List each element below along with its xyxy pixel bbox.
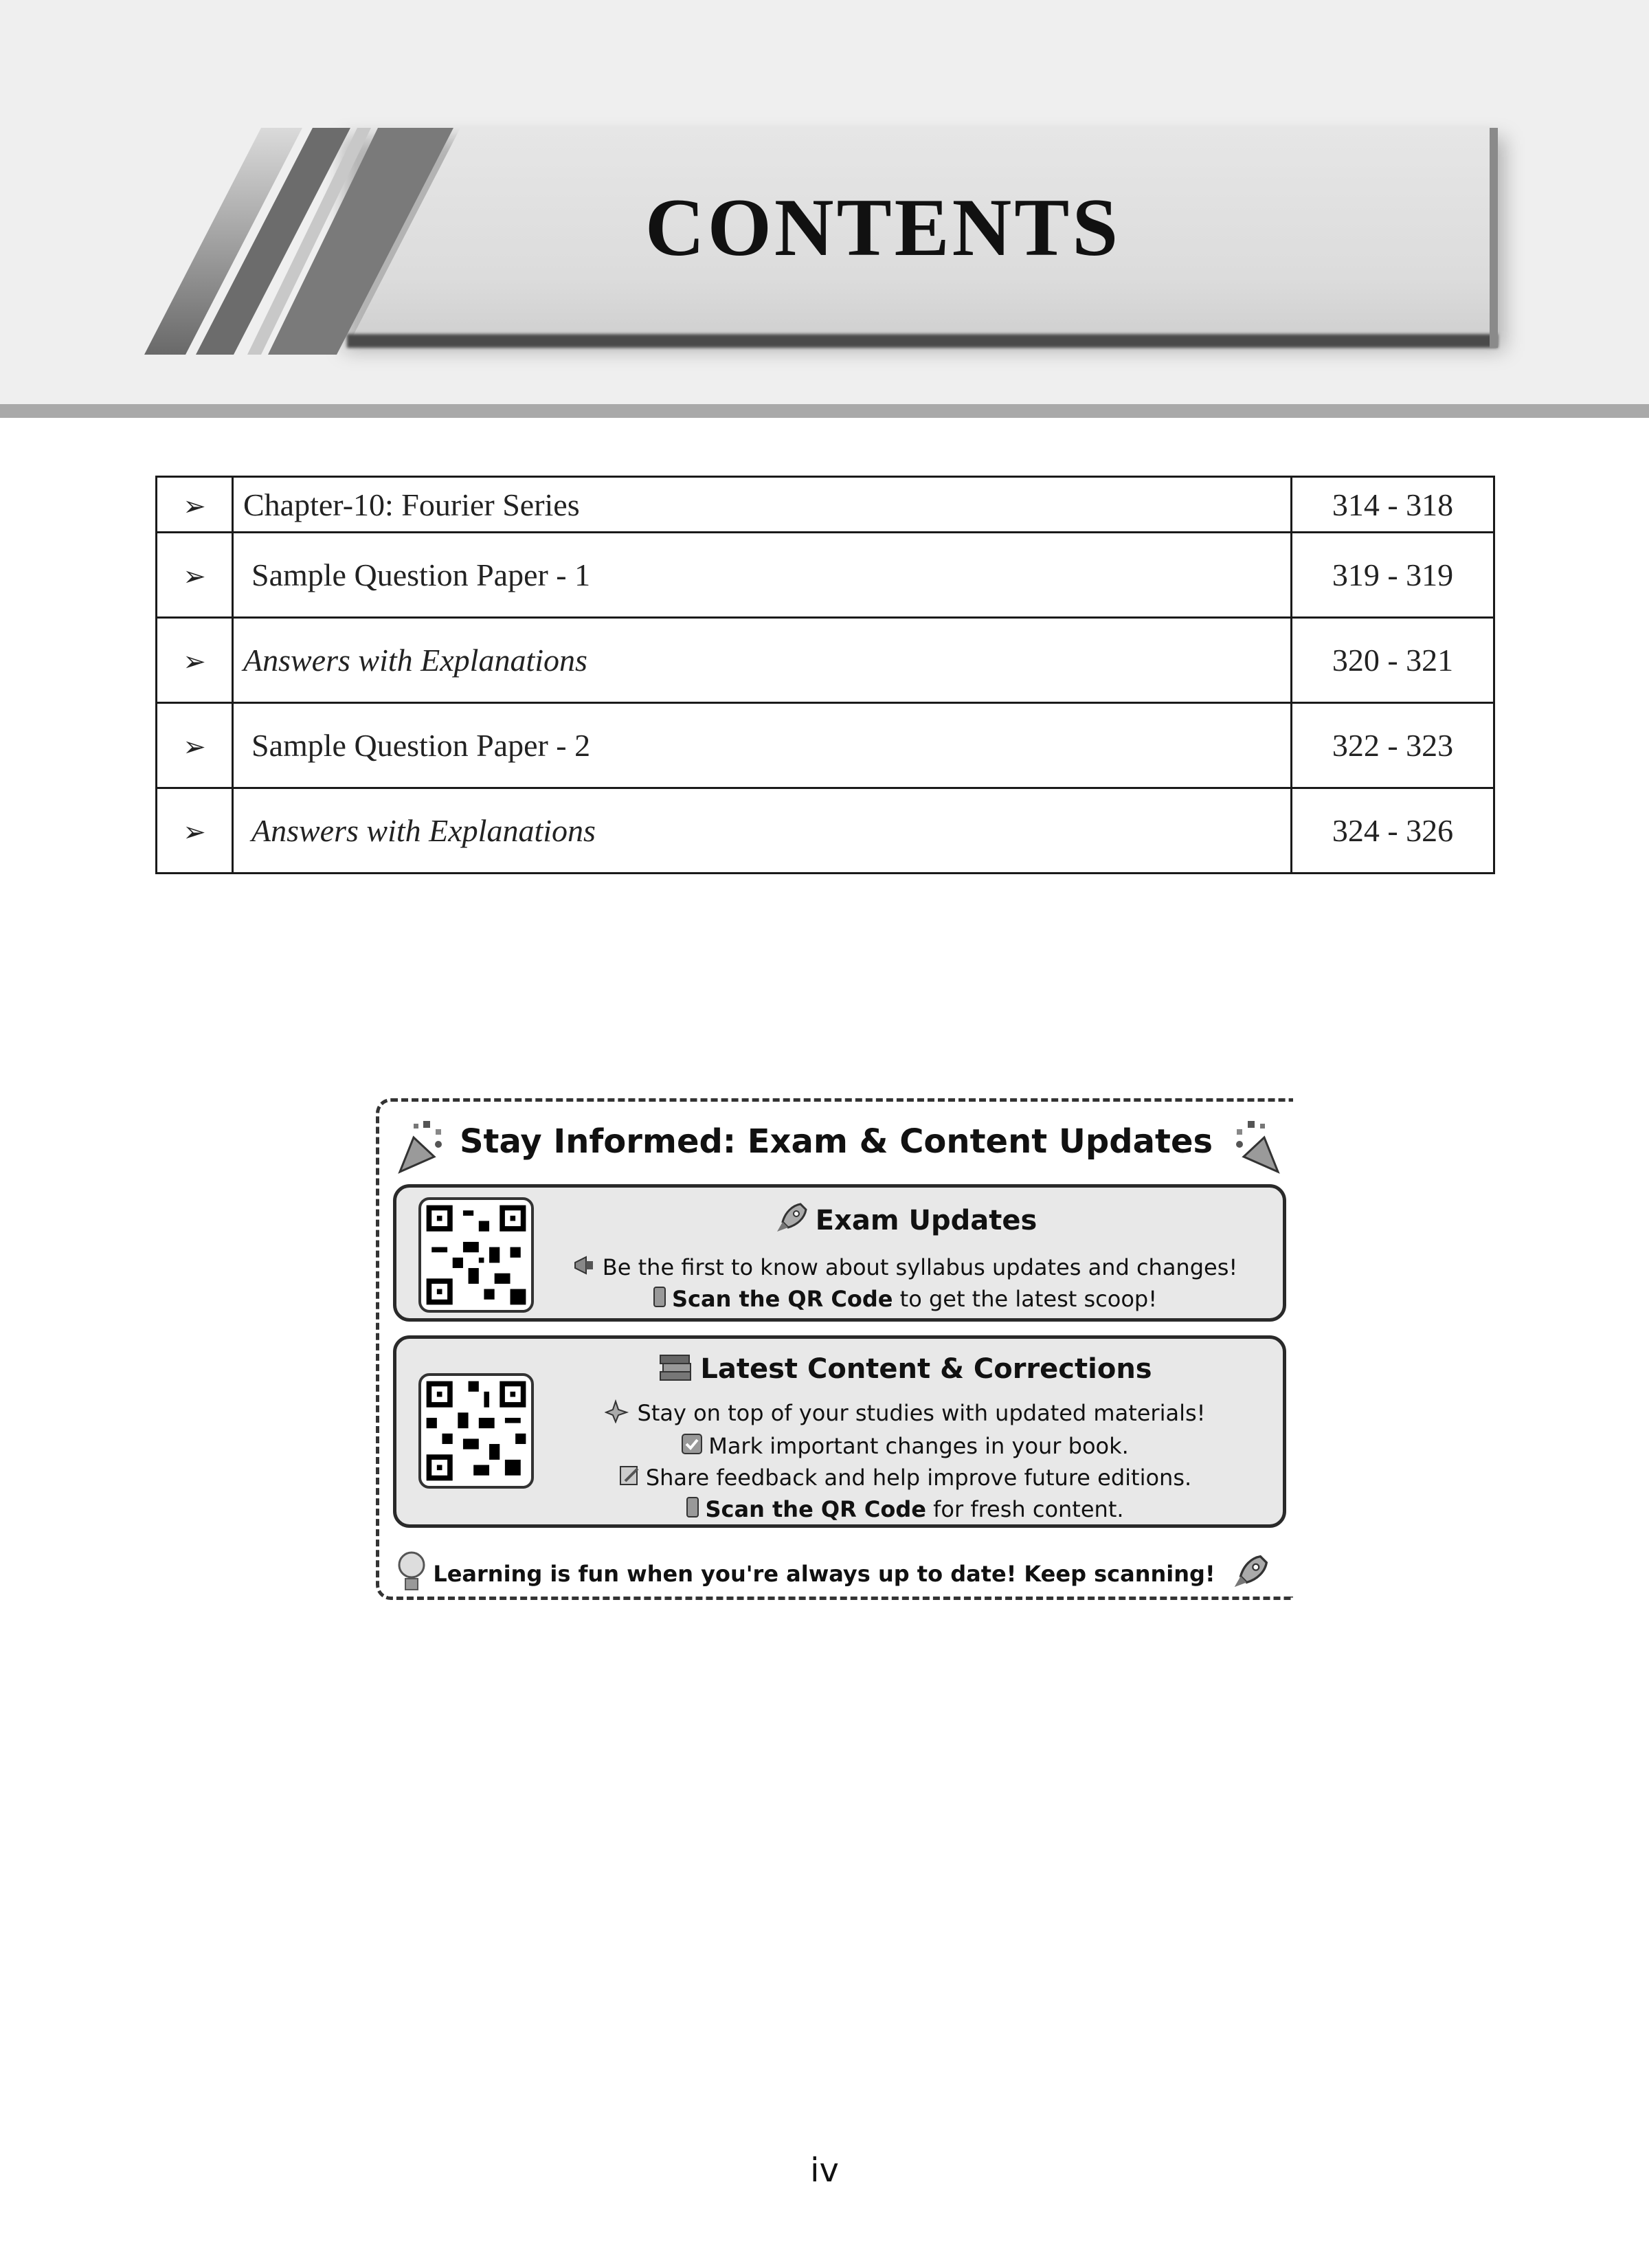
panel-title: Stay Informed: Exam & Content Updates bbox=[459, 1122, 1213, 1161]
exam-updates-line-1: Be the first to know about syllabus updates and changes! bbox=[541, 1252, 1269, 1284]
entry-pages: 319 - 319 bbox=[1292, 533, 1494, 618]
content-line-4: Scan the QR Code for fresh content. bbox=[541, 1494, 1269, 1526]
banner-bottom-edge bbox=[347, 334, 1498, 348]
bullet-arrow-icon: ➢ bbox=[157, 703, 233, 788]
entry-title[interactable]: Sample Question Paper - 1 bbox=[233, 533, 1292, 618]
qr-code-exam-updates[interactable] bbox=[418, 1197, 534, 1313]
content-line-1: Stay on top of your studies with updated materials! bbox=[541, 1398, 1269, 1431]
page-number: iv bbox=[810, 2151, 839, 2190]
entry-pages: 314 - 318 bbox=[1292, 477, 1494, 533]
table-row bbox=[157, 477, 1494, 533]
sparkles-icon bbox=[605, 1399, 632, 1431]
page-title: CONTENTS bbox=[644, 181, 1121, 273]
exam-updates-heading: Exam Updates bbox=[541, 1200, 1269, 1244]
table-row bbox=[157, 788, 1494, 874]
rocket-icon bbox=[773, 1200, 810, 1244]
content-corrections-body bbox=[541, 1351, 1269, 1526]
banner-stripes-decoration bbox=[131, 128, 460, 355]
qr-code-icon bbox=[421, 1200, 531, 1310]
bullet-arrow-icon: ➢ bbox=[157, 533, 233, 618]
entry-title[interactable]: Sample Question Paper - 2 bbox=[233, 703, 1292, 788]
entry-pages: 324 - 326 bbox=[1292, 788, 1494, 874]
phone-icon bbox=[653, 1285, 666, 1315]
table-row bbox=[157, 533, 1494, 618]
panel-footer: Learning is fun when you're always up to date! Keep scanning! bbox=[379, 1548, 1293, 1602]
content-corrections-heading: Latest Content & Corrections bbox=[541, 1351, 1269, 1390]
light-bulb-icon bbox=[396, 1548, 427, 1602]
megaphone-icon bbox=[572, 1254, 597, 1284]
exam-updates-card bbox=[393, 1184, 1286, 1322]
memo-icon bbox=[618, 1464, 640, 1494]
bullet-arrow-icon: ➢ bbox=[157, 477, 233, 533]
table-row bbox=[157, 618, 1494, 703]
check-box-icon bbox=[681, 1432, 703, 1463]
exam-updates-body bbox=[541, 1200, 1269, 1315]
exam-updates-line-2: Scan the QR Code to get the latest scoop! bbox=[541, 1284, 1269, 1315]
entry-title[interactable]: Chapter-10: Fourier Series bbox=[233, 477, 1292, 533]
bullet-arrow-icon: ➢ bbox=[157, 618, 233, 703]
table-row bbox=[157, 703, 1494, 788]
updates-panel bbox=[376, 1098, 1293, 1600]
rocket-icon bbox=[1230, 1552, 1271, 1599]
content-corrections-card bbox=[393, 1335, 1286, 1528]
contents-table bbox=[155, 476, 1495, 874]
entry-pages: 322 - 323 bbox=[1292, 703, 1494, 788]
qr-code-icon bbox=[421, 1376, 531, 1486]
content-line-3: Share feedback and help improve future editions. bbox=[541, 1463, 1269, 1494]
entry-pages: 320 - 321 bbox=[1292, 618, 1494, 703]
qr-code-content-updates[interactable] bbox=[418, 1373, 534, 1489]
books-icon bbox=[658, 1351, 695, 1390]
entry-title[interactable]: Answers with Explanations bbox=[233, 788, 1292, 874]
header-rule bbox=[0, 404, 1649, 418]
bullet-arrow-icon: ➢ bbox=[157, 788, 233, 874]
banner-right-edge bbox=[1490, 128, 1498, 348]
phone-icon bbox=[686, 1496, 699, 1526]
entry-title[interactable]: Answers with Explanations bbox=[233, 618, 1292, 703]
content-line-2: Mark important changes in your book. bbox=[541, 1431, 1269, 1463]
